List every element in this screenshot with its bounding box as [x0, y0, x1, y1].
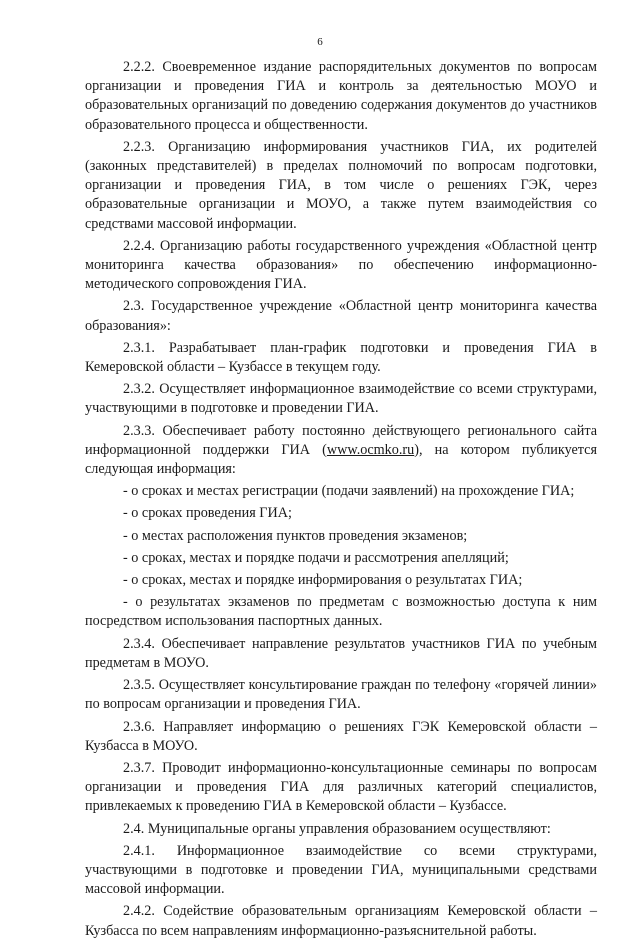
paragraph-2-3-6: 2.3.6. Направляет информацию о решениях ГЭК Кемеровской области – Кузбасса в МОУО.: [85, 718, 597, 754]
document-body: [85, 58, 597, 944]
paragraph-2-3-3-text-after: ), на котором публикуется следующая информация:: [85, 441, 597, 478]
paragraph-2-3-7: 2.3.7. Проводит информационно-консультационные семинары по вопросам организации и проведения ГИА для различных категорий специалистов, привлекаемых к проведению ГИА в Кемеровской области – Кузбассе.: [85, 759, 597, 815]
paragraph-2-3-3: [85, 422, 597, 480]
list-item-results-info: - о сроках, местах и порядке информирования о результатах ГИА;: [123, 572, 523, 589]
page-number: 6: [317, 36, 323, 48]
paragraph-2-2-2: 2.2.2. Своевременное издание распорядительных документов по вопросам организации и проведения ГИА и контроль за деятельностью МОУО и образовательных организаций по доведению содержания документов до участников образовательного процесса и общественности.: [85, 59, 597, 133]
list-item-appeals: - о сроках, местах и порядке подачи и рассмотрения апелляций;: [123, 549, 509, 566]
list-item-exam-locations: - о местах расположения пунктов проведения экзаменов;: [123, 527, 468, 544]
paragraph-2-4-2: 2.4.2. Содействие образовательным организациям Кемеровской области – Кузбасса по всем направлениям информационно-разъяснительной работы.: [85, 903, 597, 939]
paragraph-2-3-3-text-before: 2.3.3. Обеспечивает работу постоянно действующего регионального сайта информационной поддержки ГИА (: [85, 422, 597, 458]
paragraph-2-4-1: 2.4.1. Информационное взаимодействие со всеми структурами, участвующими в подготовке и проведении ГИА, муниципальными средствами массовой информации.: [85, 842, 597, 898]
list-item-registration: - о сроках и местах регистрации (подачи заявлений) на прохождение ГИА;: [123, 483, 575, 500]
paragraph-2-3-1: 2.3.1. Разрабатывает план-график подготовки и проведения ГИА в Кемеровской области – Кузбассе в текущем году.: [85, 339, 597, 376]
paragraph-2-3-5: 2.3.5. Осуществляет консультирование граждан по телефону «горячей линии» по вопросам организации и проведения ГИА.: [85, 677, 597, 713]
list-item-exam-dates: - о сроках проведения ГИА;: [123, 505, 292, 522]
paragraph-2-2-4: 2.2.4. Организацию работы государственного учреждения «Областной центр мониторинга качества образования» по обеспечению информационно-методического сопровождения ГИА.: [85, 237, 597, 293]
paragraph-2-2-3: 2.2.3. Организацию информирования участников ГИА, их родителей (законных представителей) в пределах полномочий по вопросам подготовки, организации и проведения ГИА, в том числе о решениях ГЭК, через образовательные организации и МОУО, а также путем взаимодействия со средствами массовой информации.: [85, 138, 597, 232]
website-link[interactable]: www.ocmko.ru: [326, 441, 415, 458]
paragraph-2-3-2: 2.3.2. Осуществляет информационное взаимодействие со всеми структурами, участвующими в подготовке и проведении ГИА.: [85, 381, 597, 417]
paragraph-2-3: 2.3. Государственное учреждение «Областной центр мониторинга качества образования»:: [85, 298, 597, 334]
paragraph-2-3-4: 2.3.4. Обеспечивает направление результатов участников ГИА по учебным предметам в МОУО.: [85, 635, 597, 671]
list-item-results-access: - о результатах экзаменов по предметам с возможностью доступа к ним посредством использования паспортных данных.: [85, 594, 597, 630]
paragraph-2-4: 2.4. Муниципальные органы управления образованием осуществляют:: [123, 820, 551, 837]
